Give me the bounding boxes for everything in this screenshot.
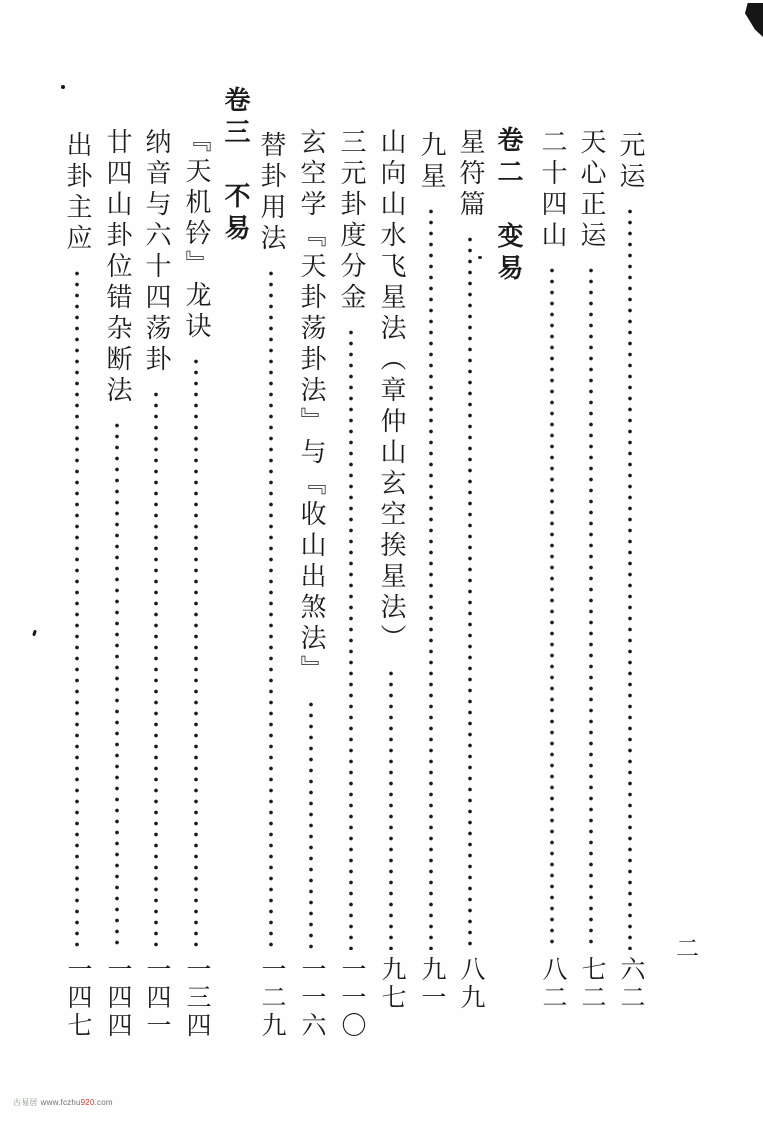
toc-entry bbox=[98, 128, 136, 950]
watermark-url-suffix: .com bbox=[94, 1098, 113, 1107]
toc-entry-title: 出卦主应 bbox=[63, 131, 92, 255]
toc-entry bbox=[252, 131, 290, 950]
toc-entry-page-number: 一四四 bbox=[104, 956, 131, 1040]
toc-entry bbox=[332, 128, 370, 950]
dot-leader bbox=[372, 668, 410, 950]
toc-entry bbox=[572, 128, 610, 950]
toc-entry-title: 廿四山卦位错杂断法 bbox=[103, 128, 132, 407]
dot-leader bbox=[332, 327, 370, 950]
dot-leader bbox=[611, 206, 649, 950]
toc-entry bbox=[412, 131, 450, 950]
watermark-url-highlight: 920 bbox=[80, 1098, 95, 1107]
toc-section-heading bbox=[216, 86, 254, 246]
toc-entry-title: 二十四山 bbox=[538, 128, 567, 252]
toc-entry-page-number: 七二 bbox=[578, 956, 605, 1012]
toc-entry-title: 九星 bbox=[417, 131, 446, 193]
watermark bbox=[13, 1097, 113, 1108]
toc-entry-page-number: 一四七 bbox=[64, 956, 91, 1040]
dot-leader bbox=[137, 389, 175, 950]
dot-leader bbox=[252, 268, 290, 950]
watermark-site-name: 古易居 bbox=[13, 1098, 38, 1107]
toc-entry-page-number: 八二 bbox=[539, 956, 566, 1012]
folio-page-number: 二 bbox=[673, 936, 698, 959]
toc-entry-page-number: 一一〇 bbox=[338, 956, 365, 1040]
toc-entry bbox=[533, 128, 571, 950]
toc-entry bbox=[611, 131, 649, 950]
toc-entry bbox=[451, 128, 489, 950]
dot-leader bbox=[177, 356, 215, 950]
dot-leader bbox=[412, 206, 450, 950]
toc-entry bbox=[58, 131, 96, 950]
toc-entry-title: 天心正运 bbox=[577, 128, 606, 252]
toc-entry bbox=[177, 126, 215, 950]
scan-artifact-speck bbox=[478, 256, 482, 259]
toc-entry-page-number: 一一六 bbox=[298, 956, 325, 1040]
toc-entry-title: 玄空学『天卦荡卦法』与『收山出煞法』 bbox=[297, 128, 326, 686]
dot-leader bbox=[98, 420, 136, 950]
scan-artifact-corner-blob bbox=[745, 3, 763, 37]
toc-entry-title: 元运 bbox=[616, 131, 645, 193]
toc-entry-title: 三元卦度分金 bbox=[337, 128, 366, 314]
toc-entry-page-number: 六二 bbox=[617, 956, 644, 1012]
toc-entry-page-number: 一二九 bbox=[258, 956, 285, 1040]
dot-leader bbox=[451, 234, 489, 950]
scan-artifact-speck bbox=[32, 630, 37, 637]
toc-section-heading bbox=[489, 126, 527, 286]
toc-entry-page-number: 一四一 bbox=[143, 956, 170, 1040]
dot-leader bbox=[533, 265, 571, 950]
toc-entry bbox=[137, 128, 175, 950]
toc-entry-title: 纳音与六十四荡卦 bbox=[142, 128, 171, 376]
toc-entry-title: 星符篇 bbox=[456, 128, 485, 221]
dot-leader bbox=[58, 268, 96, 950]
toc-entry-title: 山向山水飞星法（章仲山玄空挨星法） bbox=[377, 128, 406, 655]
toc-entry-title: 卷二 变易 bbox=[494, 126, 523, 286]
toc-entry-page-number: 一三四 bbox=[183, 956, 210, 1040]
toc-entry-title: 『天机钤』龙诀 bbox=[182, 126, 211, 343]
dot-leader bbox=[292, 699, 330, 950]
toc-entry bbox=[372, 128, 410, 950]
toc-entry bbox=[292, 128, 330, 950]
toc-entry-page-number: 八九 bbox=[457, 956, 484, 1012]
toc-entry-title: 卷三 不易 bbox=[221, 86, 250, 246]
scan-artifact-speck bbox=[61, 85, 65, 89]
toc-entry-page-number: 九一 bbox=[418, 956, 445, 1012]
dot-leader bbox=[572, 265, 610, 950]
toc-entry-page-number: 九七 bbox=[378, 956, 405, 1012]
watermark-url-prefix: www.fczhu bbox=[40, 1098, 81, 1107]
toc-entry-title: 替卦用法 bbox=[257, 131, 286, 255]
